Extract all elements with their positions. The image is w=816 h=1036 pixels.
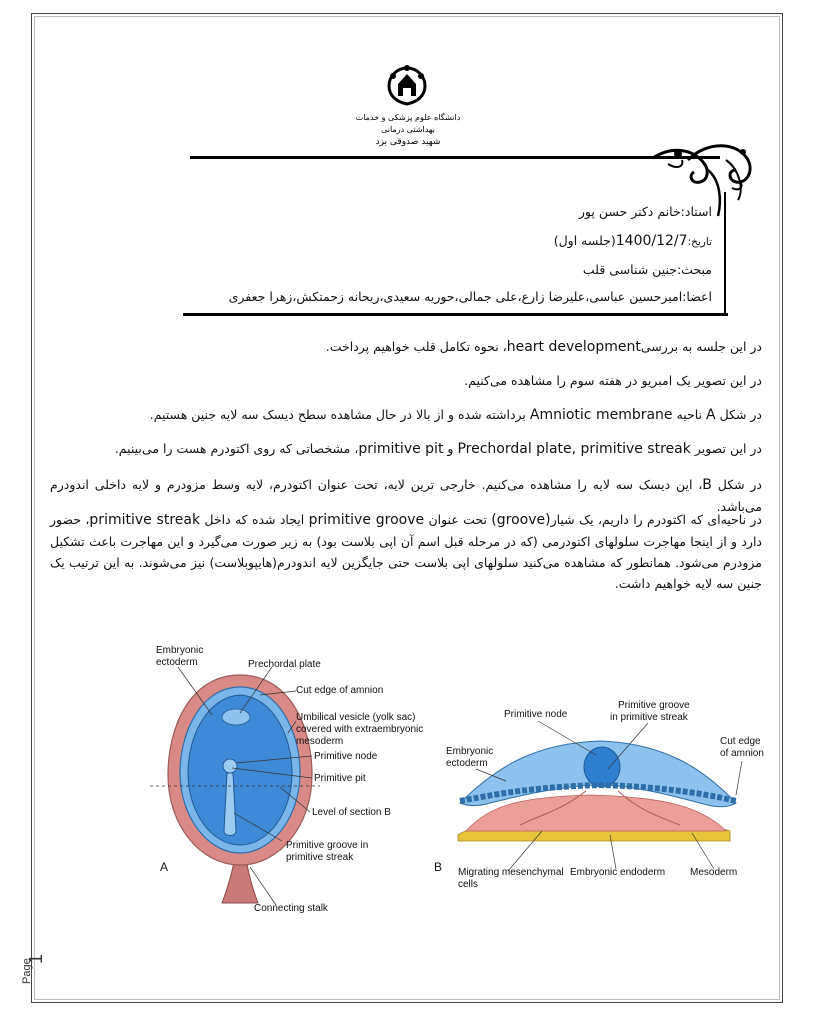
p6-text-c: ایجاد شده که داخل	[204, 512, 305, 527]
header-top-rule	[190, 156, 720, 159]
p3-text-b: ناحیه	[676, 407, 703, 422]
label-b-mesoderm: Mesoderm	[690, 867, 738, 878]
session-label: (جلسه اول)	[553, 233, 616, 248]
p1-text-a: در این جلسه به بررسی	[640, 339, 762, 354]
p6-term-1: (groove)	[491, 512, 551, 528]
label-a-embryonic-ectoderm-2: ectoderm	[156, 657, 198, 668]
label-b-endoderm: Embryonic endoderm	[570, 867, 666, 878]
label-a-groove-2: primitive streak	[286, 852, 354, 863]
p6-text-d: ، حضور دارد و از اینجا مهاجرت سلولهای اکتودرمی (که در مرحله قبل اسم آن اپی بلاست بود) به زیر صورت می‌گیرد و این مهاجرت باعث تشکیل مزودرم می‌شود. همانطور که مشاهده می‌کنید سلولهای اپی بلاست حتی جایگزین لایه اندودرم(هایپوبلاست) نیز می‌شوند. به این ترتیب یک جنین سه لایه خواهیم داشت.	[50, 512, 762, 591]
p3-term-1: A	[706, 407, 716, 423]
label-b-cut-edge-1: Cut edge	[720, 736, 761, 747]
p3-term-2: Amniotic membrane	[529, 407, 673, 423]
label-a-primitive-pit: Primitive pit	[314, 773, 366, 784]
p3-text-c: برداشته شده و از بالا در حال مشاهده سطح دیسک سه لایه جنین هستیم.	[149, 407, 526, 422]
p5-text-b: ، این دیسک سه لایه را مشاهده می‌کنیم. خارجی ترین لایه، تحت عنوان اکتودرم، لایه وسط مزودرم و لایه داخلی اندودرم می‌باشد.	[50, 477, 762, 514]
p4-term-2: primitive pit	[358, 441, 444, 457]
label-a-cut-edge: Cut edge of amnion	[296, 685, 384, 696]
embryo-figure	[140, 635, 780, 925]
label-b-ectoderm-2: ectoderm	[446, 758, 488, 769]
instructor-line: استاد:خانم دکتر حسن پور	[578, 204, 712, 219]
panel-a-illustration	[150, 675, 320, 903]
label-panel-a: A	[160, 860, 169, 874]
p6-term-3: primitive streak	[89, 512, 201, 528]
paragraph-6	[50, 509, 762, 594]
university-name-line-2: شهید صدوقی یزد	[375, 137, 441, 147]
university-name-line-1: دانشگاه علوم پزشکی و خدمات بهداشتی درمانی	[355, 113, 461, 134]
label-a-groove-1: Primitive groove in	[286, 840, 369, 851]
p4-text-a: در این تصویر	[694, 441, 762, 456]
label-a-level-section: Level of section B	[312, 807, 391, 818]
label-b-migrating-2: cells	[458, 879, 479, 890]
panel-b-illustration	[458, 741, 736, 841]
paragraph-1	[50, 336, 762, 358]
p6-text-a: در ناحیه‌ای که اکتودرم را داریم، یک شیار	[550, 512, 762, 527]
university-name	[352, 112, 464, 148]
label-a-connecting-stalk: Connecting stalk	[254, 903, 328, 914]
label-b-groove-1: Primitive groove	[618, 700, 690, 711]
paragraph-4	[50, 438, 762, 460]
p5-term: B	[702, 477, 712, 493]
label-b-cut-edge-2: of amnion	[720, 748, 764, 759]
label-a-embryonic-ectoderm-1: Embryonic	[156, 645, 204, 656]
date-line	[554, 233, 712, 249]
p1-text-b: ، نحوه تکامل قلب خواهیم پرداخت.	[325, 339, 507, 354]
label-panel-b: B	[434, 860, 443, 874]
page-word: Page	[21, 958, 33, 984]
label-b-ectoderm-1: Embryonic	[446, 746, 494, 757]
date-value: 1400/12/7	[615, 233, 688, 249]
p4-term-1: Prechordal plate, primitive streak	[457, 441, 691, 457]
label-b-groove-2: in primitive streak	[610, 712, 688, 723]
label-a-umbilical-3: mesoderm	[296, 736, 344, 747]
members-line: اعضا:امیرحسین عباسی،علیرضا زارع،علی جمالی،حوریه سعیدی،ریحانه زحمتکش،زهرا جعفری	[228, 289, 712, 304]
topic-line: مبحث:جنین شناسی قلب	[582, 262, 712, 277]
date-label: تاریخ:	[687, 236, 712, 248]
p1-term: heart development	[506, 339, 641, 355]
label-b-migrating-1: Migrating mesenchymal	[458, 867, 564, 878]
paragraph-2: در این تصویر یک امبریو در هفته سوم را مشاهده می‌کنیم.	[464, 373, 762, 388]
p5-text-a: در شکل	[717, 477, 762, 492]
label-a-umbilical-1: Umbilical vesicle (yolk sac)	[296, 712, 416, 723]
paragraph-3	[50, 404, 762, 426]
p6-text-b: تحت عنوان	[428, 512, 487, 527]
header-bottom-rule	[183, 313, 728, 316]
label-b-primitive-node: Primitive node	[504, 709, 568, 720]
page-num: 1	[26, 953, 46, 964]
p6-term-2: primitive groove	[308, 512, 425, 528]
p4-text-b: و	[447, 441, 454, 456]
label-a-umbilical-2: covered with extraembryonic	[296, 724, 424, 735]
p3-text-a: در شکل	[719, 407, 762, 422]
p4-text-c: ، مشخصاتی که روی اکتودرم هست را می‌بینیم.	[114, 441, 359, 456]
page-number	[16, 948, 46, 988]
label-a-prechordal-plate: Prechordal plate	[248, 659, 321, 670]
label-a-primitive-node: Primitive node	[314, 751, 378, 762]
